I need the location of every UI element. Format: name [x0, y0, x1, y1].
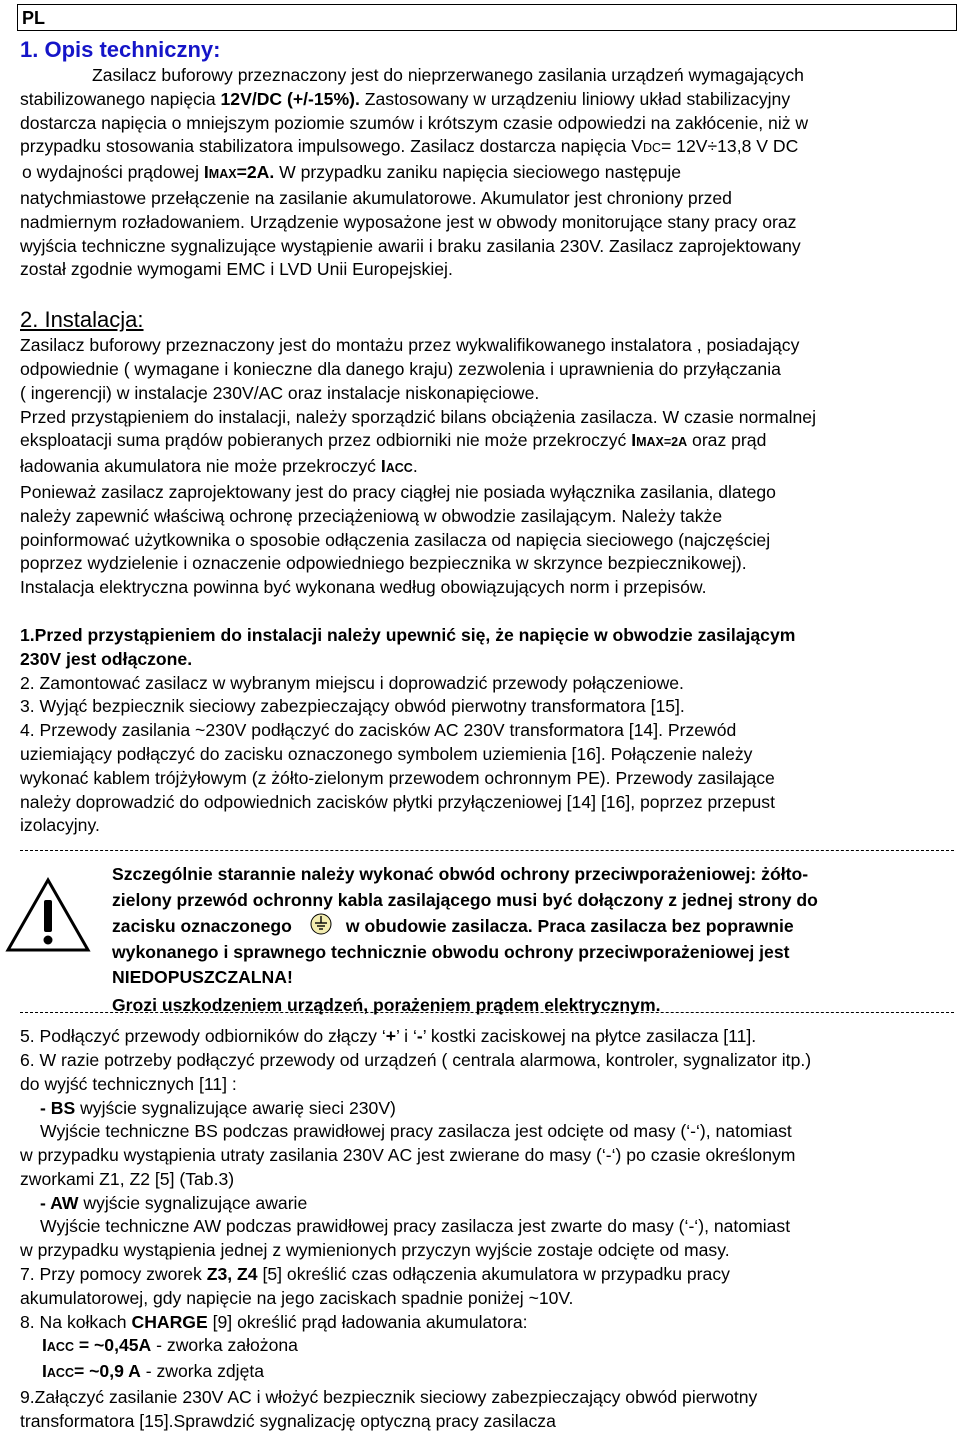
- warning-line-part: zacisku oznaczonego: [112, 916, 292, 937]
- text-line: wyjścia techniczne sygnalizujące wystąpienie awarii i braku zasilania 230V. Zasilacz zaprojektowany: [20, 235, 801, 256]
- divider: [20, 850, 954, 851]
- output-bs-text: zworkami Z1, Z2 [5] (Tab.3): [20, 1168, 235, 1189]
- warning-line: Szczególnie starannie należy wykonać obwód ochrony przeciwporażeniowej: żółto-: [112, 864, 809, 885]
- text-line: ( ingerencji) w instalacje 230V/AC oraz instalacje niskonapięciowe.: [20, 382, 540, 403]
- warning-triangle-icon: [4, 876, 92, 954]
- step-1-cont: 230V jest odłączone.: [20, 648, 193, 669]
- output-aw-item: [20, 1192, 954, 1216]
- warning-line: NIEDOPUSZCZALNA!: [112, 967, 293, 988]
- output-bs-text: Wyjście techniczne BS podczas prawidłowej pracy zasilacza jest odcięte od masy (‘-‘), natomiast: [40, 1121, 792, 1142]
- text-line: Zasilacz buforowy przeznaczony jest do montażu przez wykwalifikowanego instalatora , posiadający: [20, 335, 800, 356]
- warning-line: wykonanego i sprawnego technicznie obwodu ochrony przeciwporażeniowej jest: [112, 941, 790, 962]
- step-7: [20, 1263, 954, 1287]
- warning-line: zielony przewód ochronny kabla zasilającego musi być dołączony z jednej strony do: [112, 889, 818, 910]
- text-line-label: IACC = ~0,45A - zworka założona: [42, 1335, 298, 1356]
- section1-title: 1. Opis techniczny:: [20, 37, 221, 62]
- text-line-label: eksploatacji suma prądów pobieranych przez odbiorniki nie może przekroczyć IMAX=2A oraz prąd: [20, 430, 767, 451]
- output-aw-text: w przypadku wystąpienia jednej z wymienionych przyczyn wyjście zostaje odcięte od masy.: [20, 1240, 730, 1261]
- text-line: Zasilacz buforowy przeznaczony jest do nieprzerwanego zasilania urządzeń wymagających: [92, 65, 804, 85]
- output-bs-item: [20, 1097, 954, 1121]
- output-bs-text: w przypadku wystąpienia utraty zasilania 230V AC jest zwierane do masy (‘-‘) po czasie określonym: [20, 1145, 796, 1166]
- warning-text: [112, 862, 818, 1018]
- step-3: 3. Wyjąć bezpiecznik sieciowy zabezpieczający obwód pierwotny transformatora [15].: [20, 696, 685, 717]
- step-7-cont: akumulatorowej, gdy napięcie na jego zaciskach spadnie poniżej ~10V.: [20, 1287, 574, 1308]
- text-line: został zgodnie wymogami EMC i LVD Unii Europejskiej.: [20, 259, 453, 280]
- text-line: poinformować użytkownika o sposobie odłączenia zasilacza od napięcia sieciowego (najczęściej: [20, 529, 771, 550]
- text-line-label: o wydajności prądowej IMAX=2A. W przypadku zaniku napięcia sieciowego następuje: [22, 162, 682, 183]
- step-4-cont: uziemiający podłączyć do zacisku oznaczonego symbolem uziemienia [16]. Połączenie należy: [20, 743, 753, 764]
- ground-symbol-icon: [310, 913, 332, 935]
- steps-list-continued: [20, 1025, 954, 1434]
- steps-list: [20, 624, 954, 838]
- step-4-cont: izolacyjny.: [20, 815, 100, 836]
- text-line: [20, 455, 954, 481]
- output-bs-label: - BS: [40, 1097, 76, 1118]
- output-aw-label: - AW: [40, 1192, 79, 1213]
- section2-title: 2. Instalacja:: [20, 307, 144, 333]
- text-line: należy zapewnić właściwą ochronę przeciążeniową w obwodzie zasilającym. Należy także: [20, 505, 723, 526]
- text-line: Instalacja elektryczna powinna być wykonana według obowiązujących norm i przepisów.: [20, 577, 707, 598]
- step-5: [20, 1025, 954, 1049]
- text-line: Ponieważ zasilacz zaprojektowany jest do pracy ciągłej nie posiada wyłącznika zasilania, dlatego: [20, 481, 776, 502]
- output-bs-desc: wyjście sygnalizujące awarię sieci 230V): [75, 1097, 396, 1118]
- step-6-cont: do wyjść technicznych [11] :: [20, 1073, 237, 1094]
- text-line: poprzez wydzielenie i oznaczenie odpowiedniego bezpiecznika w skrzynce bezpiecznikowej).: [20, 553, 747, 574]
- step-9-cont: transformatora [15].Sprawdzić sygnalizację optyczną pracy zasilacza: [20, 1410, 556, 1431]
- charge-option: [20, 1360, 954, 1386]
- text-line-label: 7. Przy pomocy zworek Z3, Z4 [5] określić czas odłączenia akumulatora w przypadku pracy: [20, 1264, 730, 1285]
- page-content: [20, 36, 954, 1434]
- warning-line: Grozi uszkodzeniem urządzeń, porażeniem prądem elektrycznym.: [112, 994, 661, 1015]
- text-line: natychmiastowe przełączenie na zasilanie akumulatorowe. Akumulator jest chroniony przed: [20, 187, 732, 208]
- text-line: Przed przystąpieniem do instalacji, należy sporządzić bilans obciążenia zasilacza. W czasie normalnej: [20, 406, 816, 427]
- step-8: [20, 1311, 954, 1335]
- text-line-label: 8. Na kołkach CHARGE [9] określić prąd ładowania akumulatora:: [20, 1311, 528, 1332]
- language-code: PL: [22, 8, 46, 28]
- divider: [20, 1012, 954, 1013]
- step-4-cont: wykonać kablem trójżyłowym (z żółto-zielonym przewodem ochronnym PE). Przewody zasilające: [20, 767, 775, 788]
- text-line: odpowiednie ( wymagane i konieczne dla danego kraju) zezwolenia i uprawnienia do przyłączania: [20, 358, 781, 379]
- step-4: 4. Przewody zasilania ~230V podłączyć do zacisków AC 230V transformatora [14]. Przewód: [20, 720, 737, 741]
- text-line-label: stabilizowanego napięcia 12V/DC (+/-15%). Zastosowany w urządzeniu liniowy układ stabilizacyjny: [20, 88, 791, 109]
- output-aw-desc: wyjście sygnalizujące awarie: [78, 1192, 308, 1213]
- text-line-label: przypadku stosowania stabilizatora impulsowego. Zasilacz dostarcza napięcia VDC= 12V÷13,8 V DC: [20, 136, 799, 157]
- text-line: [20, 135, 954, 161]
- section1-body: [20, 64, 954, 282]
- step-2: 2. Zamontować zasilacz w wybranym miejscu i doprowadzić przewody połączeniowe.: [20, 672, 684, 693]
- text-line: dostarcza napięcia o mniejszym poziomie szumów i krótszym czasie odpowiedzi na zakłócenie, niż w: [20, 112, 809, 133]
- step-4-cont: należy doprowadzić do odpowiednich zacisków płytki przyłączeniowej [14] [16], poprzez przepust: [20, 791, 775, 812]
- spacer: [20, 600, 954, 624]
- text-line: nadmiernym rozładowaniem. Urządzenie wyposażone jest w obwody monitorujące stany pracy oraz: [20, 211, 797, 232]
- step-1: 1.Przed przystąpieniem do instalacji należy upewnić się, że napięcie w obwodzie zasilającym: [20, 624, 796, 645]
- step-6: 6. W razie potrzeby podłączyć przewody od urządzeń ( centrala alarmowa, kontroler, sygnalizator itp.): [20, 1049, 812, 1070]
- step-9: 9.Załączyć zasilanie 230V AC i włożyć bezpiecznik sieciowy zabezpieczający obwód pierwotny: [20, 1387, 758, 1408]
- charge-option: [20, 1334, 954, 1360]
- text-line-label: IACC= ~0,9 A - zworka zdjęta: [42, 1361, 265, 1382]
- safety-warning-box: [20, 850, 954, 1013]
- warning-line: [112, 913, 818, 940]
- text-line: [20, 429, 954, 455]
- text-line: [20, 88, 954, 112]
- spacer: [20, 282, 954, 306]
- text-line: [20, 161, 954, 187]
- text-line-label: 5. Podłączyć przewody odbiorników do złączy ‘+’ i ‘-’ kostki zaciskowej na płytce zasilacza [11].: [20, 1026, 757, 1047]
- warning-line-part: w obudowie zasilacza. Praca zasilacza bez poprawnie: [345, 916, 794, 937]
- section2-body: [20, 334, 954, 600]
- output-aw-text: Wyjście techniczne AW podczas prawidłowej pracy zasilacza jest zwarte do masy (‘-‘), natomiast: [40, 1216, 791, 1237]
- language-header-bar: [17, 4, 957, 31]
- text-line-label: ładowania akumulatora nie może przekroczyć IACC.: [20, 456, 418, 477]
